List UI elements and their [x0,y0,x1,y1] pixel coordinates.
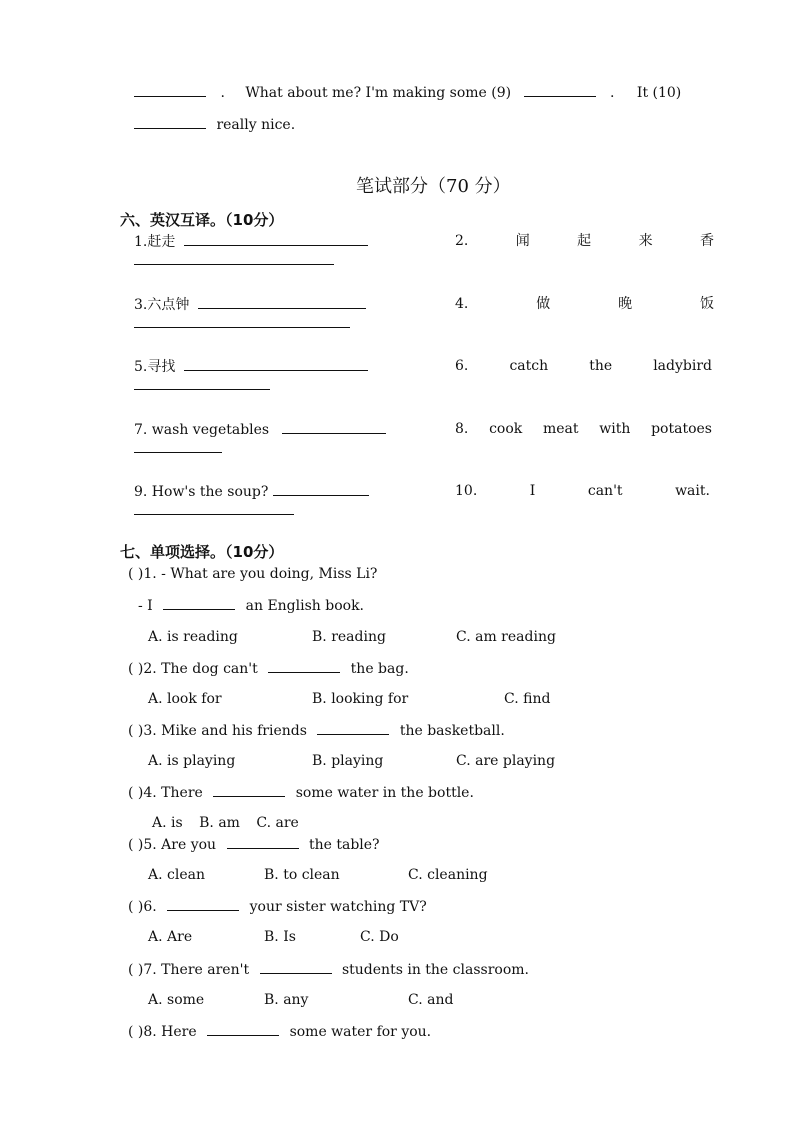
top-dot-1: . [220,85,225,101]
s6-q3-answer[interactable] [198,294,366,309]
blank-8[interactable] [134,82,206,97]
section-6-heading: 六、英汉互译。（10分） [120,211,284,229]
top-text-c: It (10) [636,85,682,101]
s6-q6-answer[interactable] [134,389,270,390]
s6-q1-answer[interactable] [184,231,368,246]
top-dot-2: . [610,85,615,101]
s7-q2: ( )2. The dog can't the bag. [128,658,409,679]
s6-q2: 2. 闻 起 来 香 [455,233,714,249]
top-text-2: really nice. [216,117,296,133]
s7-q5-option-b[interactable]: B. to clean [264,867,340,883]
s6-q6: 6. catch the ladybird [455,358,712,374]
s7-q5-option-a[interactable]: A. clean [148,867,205,883]
section-7-heading: 七、单项选择。（10分） [120,543,284,561]
s7-q4-option-c[interactable]: C. are [256,815,299,831]
s6-q1: 1.赶走 [134,231,368,252]
s6-q5: 5.寻找 [134,356,368,377]
s7-q4-option-b[interactable]: B. am [199,815,240,831]
s7-q5-blank[interactable] [227,834,299,849]
s7-q6-option-c[interactable]: C. Do [360,929,399,945]
s7-q4: ( )4. There some water in the bottle. [128,782,474,803]
s7-q5: ( )5. Are you the table? [128,834,380,855]
s7-q4-options [152,813,299,833]
s7-q6: ( )6. your sister watching TV? [128,896,427,917]
s6-q9: 9. How's the soup? [134,481,369,502]
s7-q6-option-b[interactable]: B. Is [264,929,296,945]
s7-q2-blank[interactable] [268,658,340,673]
s7-q8: ( )8. Here some water for you. [128,1021,431,1042]
s6-q5-answer[interactable] [184,356,368,371]
s7-q3: ( )3. Mike and his friends the basketball. [128,720,505,741]
s7-q2-option-c[interactable]: C. find [504,691,551,707]
s6-q10-answer[interactable] [134,514,294,515]
s7-q7-option-c[interactable]: C. and [408,992,454,1008]
s6-q3: 3.六点钟 [134,294,366,315]
s7-q1-line2: - I an English book. [138,595,364,616]
s7-q7: ( )7. There aren't students in the classroom. [128,959,529,980]
s7-q5-option-c[interactable]: C. cleaning [408,867,488,883]
s6-q7: 7. wash vegetables [134,419,386,440]
s7-q1-option-b[interactable]: B. reading [312,629,386,645]
top-line-1 [134,82,714,103]
s7-q4-blank[interactable] [213,782,285,797]
s7-q3-blank[interactable] [317,720,389,735]
s7-q4-option-a[interactable]: A. is [152,815,183,831]
s6-q2-answer[interactable] [134,264,334,265]
s7-q6-option-a[interactable]: A. Are [148,929,193,945]
s7-q7-blank[interactable] [260,959,332,974]
s7-q1-blank[interactable] [163,595,235,610]
blank-9[interactable] [524,82,596,97]
s7-q1-option-a[interactable]: A. is reading [148,629,238,645]
s7-q3-option-c[interactable]: C. are playing [456,753,556,769]
s6-q10: 10. I can't wait. [455,483,710,499]
s7-q1: ( )1. - What are you doing, Miss Li? [128,566,378,582]
s7-q1-option-c[interactable]: C. am reading [456,629,556,645]
s6-q8: 8. cook meat with potatoes [455,421,712,437]
s6-q8-answer[interactable] [134,452,222,453]
s6-q7-answer[interactable] [282,419,386,434]
s7-q7-option-a[interactable]: A. some [148,992,205,1008]
s7-q2-option-a[interactable]: A. look for [148,691,222,707]
s7-q3-option-a[interactable]: A. is playing [148,753,236,769]
s7-q6-blank[interactable] [167,896,239,911]
s7-q7-option-b[interactable]: B. any [264,992,309,1008]
s6-q4: 4. 做 晚 饭 [455,296,714,312]
s7-q8-blank[interactable] [207,1021,279,1036]
s6-q9-answer[interactable] [273,481,369,496]
blank-10[interactable] [134,114,206,129]
s7-q2-option-b[interactable]: B. looking for [312,691,409,707]
top-line-2 [134,114,295,135]
top-text-a: What about me? I'm making some (9) [245,85,512,101]
s7-q3-option-b[interactable]: B. playing [312,753,384,769]
s6-q4-answer[interactable] [134,327,350,328]
